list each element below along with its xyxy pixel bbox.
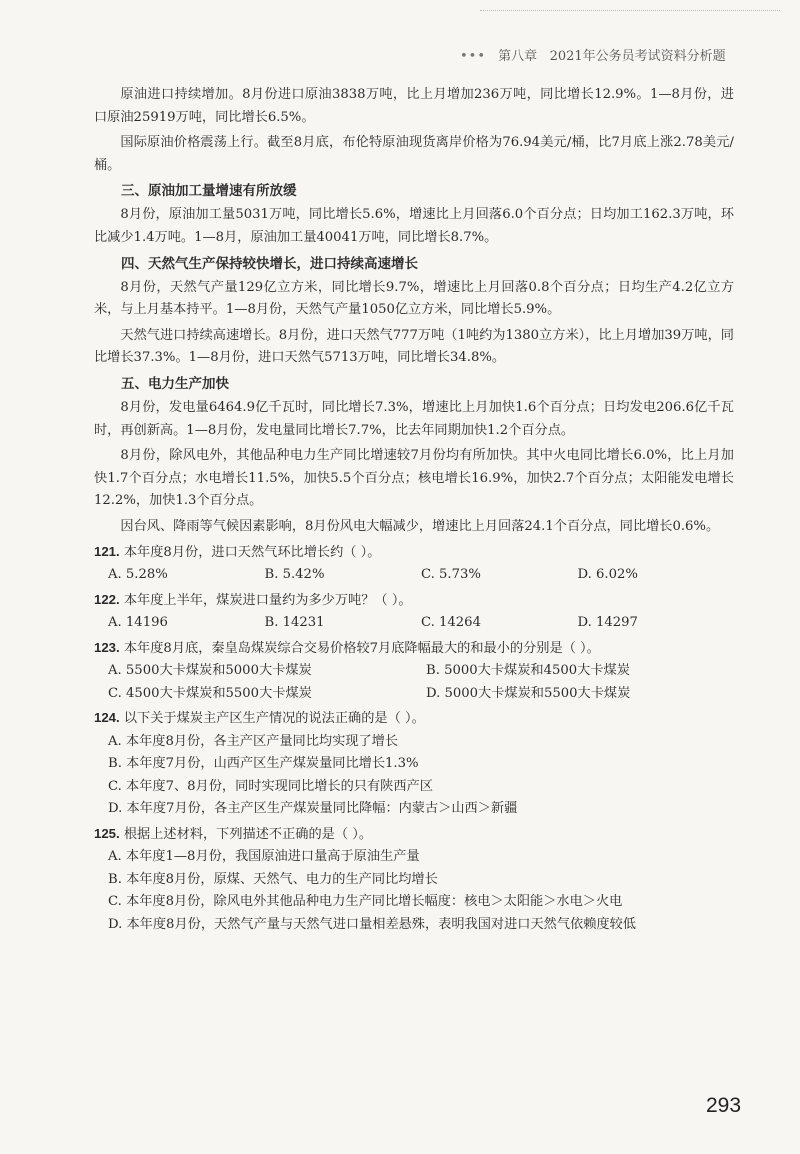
paragraph: 8月份，除风电外，其他品种电力生产同比增速较7月份均有所加快。其中火电同比增长6.0%，比上月加快1.7个百分点；水电增长11.5%，加快5.5个百分点；核电增长16.9%，加快2.7个百分点；太阳能发电增长12.2%，加快1.3个百分点。 bbox=[94, 448, 734, 509]
header-dots: ••• bbox=[460, 49, 487, 64]
question-124 bbox=[94, 707, 734, 821]
question-number: 123. bbox=[94, 639, 120, 655]
question-123 bbox=[94, 637, 734, 706]
paragraph: 原油进口持续增加。8月份进口原油3838万吨，比上月增加236万吨，同比增长12.9%。1—8月份，进口原油25919万吨，同比增长6.5%。 bbox=[94, 87, 734, 125]
option-d[interactable]: D. 6.02% bbox=[577, 567, 638, 582]
option-a[interactable]: A. 5500大卡煤炭和5000大卡煤炭 bbox=[108, 663, 312, 678]
option-b[interactable]: B. 14231 bbox=[264, 615, 325, 630]
question-list bbox=[94, 541, 734, 937]
option-c[interactable]: C. 本年度8月份，除风电外其他品种电力生产同比增长幅度：核电＞太阳能＞水电＞火电 bbox=[108, 894, 623, 909]
paragraph: 8月份，发电量6464.9亿千瓦时，同比增长7.3%，增速比上月加快1.6个百分点；日均发电206.6亿千瓦时，再创新高。1—8月份，发电量同比增长7.7%，比去年同期加快1.2个百分点。 bbox=[94, 399, 734, 438]
question-stem: 以下关于煤炭主产区生产情况的说法正确的是（ ）。 bbox=[123, 711, 425, 726]
header-title: 2021年公务员考试资料分析题 bbox=[549, 49, 726, 64]
question-number: 121. bbox=[94, 543, 120, 559]
option-a[interactable]: A. 本年度8月份，各主产区产量同比均实现了增长 bbox=[108, 733, 399, 749]
question-122 bbox=[94, 589, 734, 635]
option-b[interactable]: B. 本年度8月份，原煤、天然气、电力的生产同比均增长 bbox=[108, 871, 438, 887]
question-stem: 本年度8月份，进口天然气环比增长约（ ）。 bbox=[123, 544, 381, 560]
paragraph: 天然气进口持续高速增长。8月份，进口天然气777万吨（1吨约为1380立方米），比上月增加39万吨，同比增长37.3%。1—8月份，进口天然气5713万吨，同比增长34.8%。 bbox=[94, 327, 734, 366]
option-a[interactable]: A. 14196 bbox=[108, 615, 168, 630]
question-121 bbox=[94, 541, 734, 587]
question-stem: 本年度上半年，煤炭进口量约为多少万吨？（ ）。 bbox=[123, 592, 412, 608]
option-d[interactable]: D. 本年度7月份，各主产区生产煤炭量同比降幅：内蒙古＞山西＞新疆 bbox=[108, 801, 518, 816]
paragraph: 国际原油价格震荡上行。截至8月底，布伦特原油现货离岸价格为76.94美元/桶，比7月底上涨2.78美元/桶。 bbox=[94, 135, 734, 173]
section-heading-3: 三、原油加工量增速有所放缓 bbox=[121, 183, 297, 200]
question-stem: 根据上述材料，下列描述不正确的是（ ）。 bbox=[123, 826, 373, 842]
option-c[interactable]: C. 5.73% bbox=[421, 567, 481, 582]
paragraph: 8月份，天然气产量129亿立方米，同比增长9.7%，增速比上月回落0.8个百分点；日均生产4.2亿立方米，与上月基本持平。1—8月份，天然气产量1050亿立方米，同比增长5.9%。 bbox=[94, 279, 734, 318]
question-stem: 本年度8月底，秦皇岛煤炭综合交易价格较7月底降幅最大的和最小的分别是（ ）。 bbox=[123, 640, 600, 656]
section-heading-5: 五、电力生产加快 bbox=[121, 375, 229, 392]
paragraph: 8月份，原油加工量5031万吨，同比增长5.6%，增速比上月回落6.0个百分点；日均加工162.3万吨，环比减少1.4万吨。1—8月，原油加工量40041万吨，同比增长8.7%。 bbox=[94, 207, 734, 245]
paragraph: 因台风、降雨等气候因素影响，8月份风电大幅减少，增速比上月回落24.1个百分点，同比增长0.6%。 bbox=[120, 518, 720, 534]
page-number: 293 bbox=[706, 1094, 742, 1117]
option-c[interactable]: C. 4500大卡煤炭和5500大卡煤炭 bbox=[108, 685, 312, 701]
option-b[interactable]: B. 5.42% bbox=[264, 567, 325, 582]
question-number: 125. bbox=[94, 825, 120, 841]
option-d[interactable]: D. 本年度8月份，天然气产量与天然气进口量相差悬殊，表明我国对进口天然气依赖度较低 bbox=[108, 916, 636, 932]
question-number: 122. bbox=[94, 591, 120, 607]
page-body bbox=[94, 84, 734, 936]
option-b[interactable]: B. 5000大卡煤炭和4500大卡煤炭 bbox=[426, 663, 630, 678]
header-rule bbox=[480, 10, 780, 12]
option-a[interactable]: A. 5.28% bbox=[108, 567, 168, 582]
option-c[interactable]: C. 14264 bbox=[421, 615, 481, 630]
question-125 bbox=[94, 823, 734, 937]
option-b[interactable]: B. 本年度7月份，山西产区生产煤炭量同比增长1.3% bbox=[108, 756, 419, 771]
header-chapter: 第八章 bbox=[498, 49, 538, 64]
option-a[interactable]: A. 本年度1—8月份，我国原油进口量高于原油生产量 bbox=[108, 849, 420, 864]
running-header bbox=[460, 45, 770, 71]
option-c[interactable]: C. 本年度7、8月份，同时实现同比增长的只有陕西产区 bbox=[108, 778, 433, 794]
option-d[interactable]: D. 5000大卡煤炭和5500大卡煤炭 bbox=[426, 685, 631, 701]
option-d[interactable]: D. 14297 bbox=[577, 615, 638, 630]
section-heading-4: 四、天然气生产保持较快增长，进口持续高速增长 bbox=[121, 255, 418, 272]
question-number: 124. bbox=[94, 710, 120, 725]
